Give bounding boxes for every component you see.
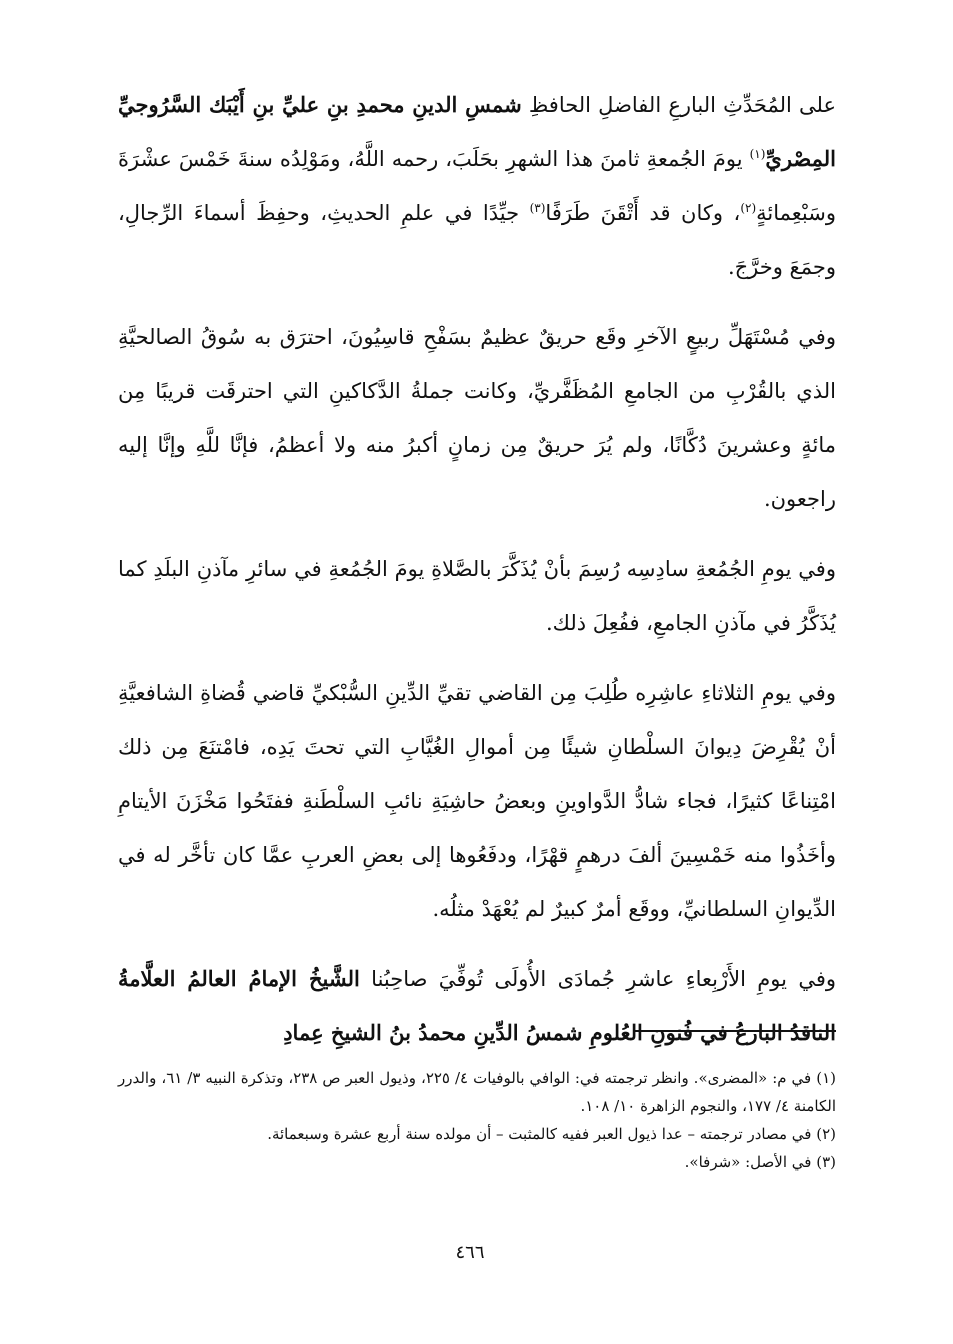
- paragraph-1: [118, 78, 836, 294]
- paragraph-5: [118, 952, 836, 1060]
- page-number: ٤٦٦: [455, 1242, 485, 1263]
- footnote-2: (٢) في مصادر ترجمته – عدا ذيول العبر ففيه كالمثبت – أن مولده سنة أربع عشرة وسبعمائة.: [267, 1125, 836, 1143]
- paragraph-1-rest-3: جيِّدًا في علمِ الحديثِ، وحفِظَ أسماءَ الرِّجالِ، وجمَعَ وخرَّجَ.: [118, 201, 836, 279]
- paragraph-5-bold-name: الشَّيخُ الإمامُ العالمُ العلَّامةُ الناقدُ البارعُ في فُنونِ العُلومِ شمسُ الدِّينِ محمدُ بنُ الشيخِ عِمادِ: [118, 966, 836, 1045]
- footnotes: [118, 1064, 836, 1176]
- paragraph-3: وفي يومِ الجُمُعةِ سادِسِه رُسِمَ بأنْ يُذَكَّرَ بالصَّلاةِ يومَ الجُمُعةِ في سائرِ مآذنِ البلَدِ كما يُذَكَّرُ في مآذنِ الجامعِ، ففُعِلَ ذلك.: [118, 557, 836, 635]
- paragraph-1-rest-1: يومَ الجُمعةِ ثامنَ هذا الشهرِ بحَلَبَ، رحمه اللَّهُ، ومَوْلِدُه سنةَ خَمْسَ عشْرَةَ وسَبْعِمائةٍ: [118, 147, 836, 225]
- footnote-1: (١) في م: «المضرى». وانظر ترجمته في: الوافي بالوفيات ٤/ ٢٢٥، وذيول العبر ص ٢٣٨، وتذكرة النبيه ٣/ ٦١، والدرر الكامنة ٤/ ١٧٧، والنجوم الزاهرة ١٠/ ١٠٨.: [118, 1069, 836, 1115]
- paragraph-4: وفي يومِ الثلاثاءِ عاشِرِه طُلِبَ مِن القاضي تقيِّ الدِّينِ السُّبْكيِّ قاضي قُضاةِ الشافعيَّةِ أنْ يُقْرِضَ دِيوانَ السلْطانِ شيئًا مِن أموالِ الغُيَّابِ التي تحتَ يَدِه، فامْتنَعَ مِن ذلك امْتِناعًا كثيرًا، فجاء شادُّ الدَّواوينِ وبعضُ حاشِيَةِ نائبِ السلْطَنةِ ففتَحُوا مَخْزَنَ الأيتامِ وأخَذُوا منه خَمْسِينَ ألفَ درهمٍ قهْرًا، ودفَعُوها إلى بعضِ العربِ عمَّا كان تأخَّر له في الدِّيوانِ السلطانيِّ، ووقَع أمرٌ كبيرٌ لم يُعْهَدْ مثلُه.: [118, 681, 836, 921]
- footnote-mark-3: (٣): [529, 201, 546, 215]
- footnote-separator: [633, 1030, 836, 1032]
- paragraph-2: وفي مُسْتَهَلِّ ربيعٍ الآخرِ وقَع حريقٌ عظيمٌ بسَفْحِ قاسِيُونَ، احترَق به سُوقُ الصالحيَّةِ الذي بالقُرْبِ من الجامعِ المُظَفَّريِّ، وكانت جملةُ الدَّكاكينِ التي احترقَت قريبًا مِن مائةٍ وعشرينَ دُكَّانًا، ولم يُرَ حريقٌ مِن زمانٍ أكبرُ منه ولا أعظمُ، فإنَّا للَّهِ وإنَّا إليه راجعون.: [118, 325, 836, 511]
- footnote-3: (٣) في الأصل: «شرفا».: [684, 1153, 836, 1171]
- paragraph-1-bold-name: شمسِ الدينِ محمدِ بنِ عليِّ بنِ أَيْبَك السَّرُوجيِّ المِصْريِّ: [118, 92, 836, 171]
- footnote-mark-2: (٢): [740, 201, 757, 215]
- paragraph-1-lead: على المُحَدِّثِ البارعِ الفاضلِ الحافظِ: [521, 93, 836, 117]
- paragraph-5-lead: وفي يومِ الأَرْبِعاءِ عاشرِ جُمادَى الأُولَى تُوفِّيَ صاحِبُنا: [359, 967, 837, 991]
- paragraph-1-rest-2: ، وكان قد أَتْقَنَ طَرَفًا: [545, 201, 741, 225]
- footnote-mark-1: (١): [749, 147, 766, 161]
- main-text: [118, 78, 836, 1076]
